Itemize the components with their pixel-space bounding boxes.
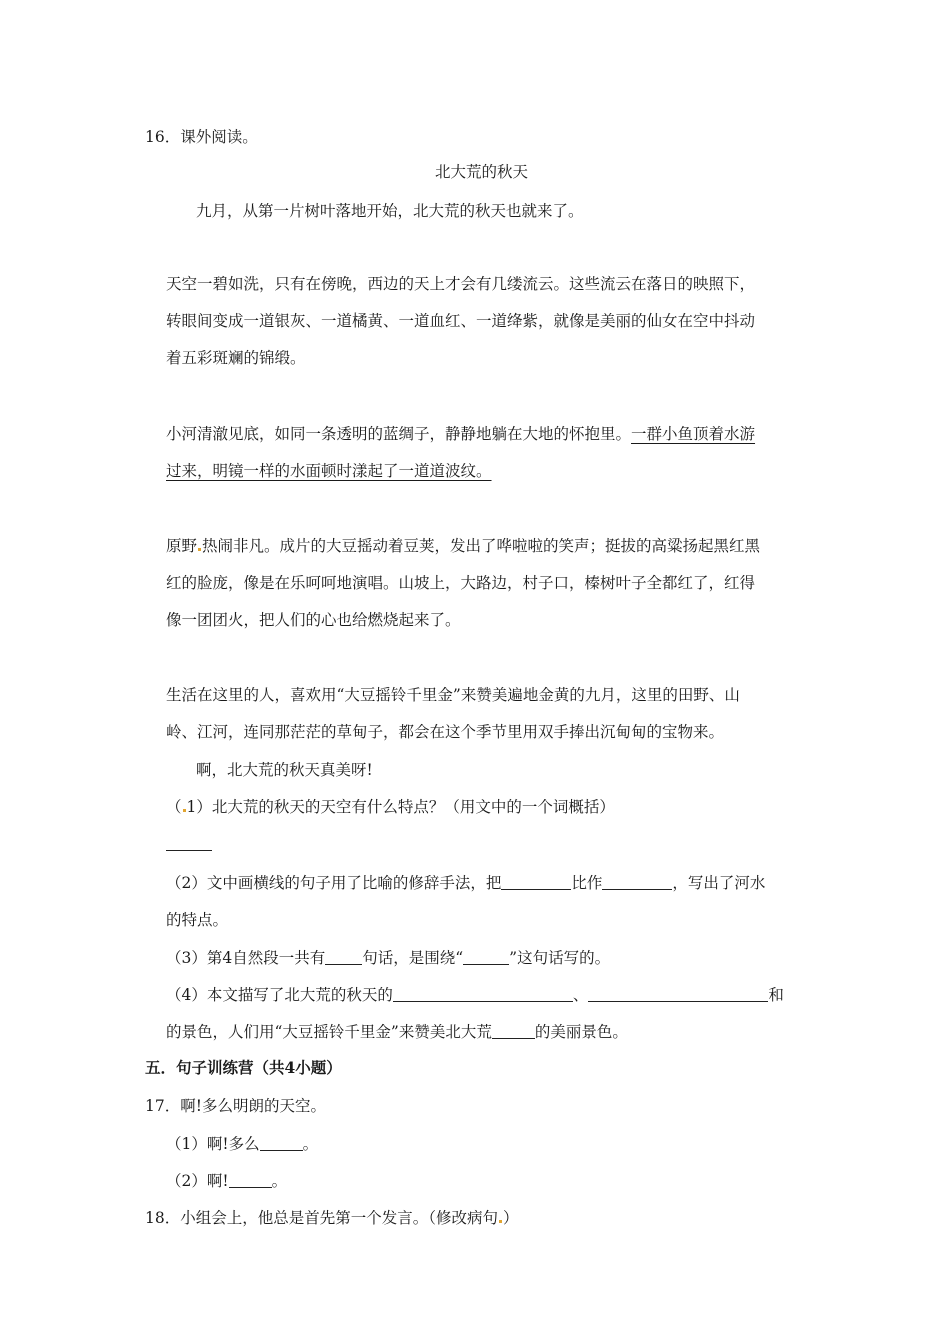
- sub-question-3: [166, 948, 610, 968]
- sub-question-3-text-b: 句话，是围绕“: [362, 949, 464, 967]
- sub-question-4-text-a: （4）本文描写了北大荒的秋天的: [166, 986, 393, 1004]
- sub-question-4-text-c: 和: [768, 986, 784, 1004]
- answer-blank[interactable]: [325, 948, 362, 965]
- sub-question-2-text-a: （2）文中画横线的句子用了比喻的修辞手法，把: [166, 874, 502, 892]
- question-17-sub-1-text-a: （1）啊!多么: [166, 1135, 260, 1153]
- question-17-sub-1-text-b: 。: [302, 1135, 319, 1153]
- question-17-sub-2-text-a: （2）啊!: [166, 1172, 229, 1190]
- answer-blank[interactable]: [588, 985, 768, 1002]
- edit-mark-icon: [183, 809, 186, 812]
- question-17-heading: 17．啊!多么明朗的天空。: [145, 1097, 326, 1115]
- answer-blank[interactable]: [229, 1171, 272, 1188]
- sub-question-1: [166, 797, 615, 817]
- question-18-heading: [145, 1208, 519, 1228]
- paragraph-3-text: 小河清澈见底，如同一条透明的蓝绸子，静静地躺在大地的怀抱里。: [166, 425, 632, 443]
- passage-paragraph-5-line-1: 生活在这里的人，喜欢用“大豆摇铃千里金”来赞美遍地金黄的九月，这里的田野、山: [166, 686, 740, 704]
- answer-blank[interactable]: [501, 873, 571, 890]
- edit-mark-icon: [198, 548, 201, 551]
- paragraph-4-rest: 热闹非凡。成片的大豆摇动着豆荚，发出了哗啦啦的笑声；挺拔的高粱扬起黑红黑: [202, 537, 761, 555]
- sub-question-1-paren: （: [166, 798, 182, 816]
- passage-paragraph-6: 啊，北大荒的秋天真美呀!: [196, 761, 373, 779]
- underlined-sentence-part-2: 过来，明镜一样的水面顿时漾起了一道道波纹。: [166, 462, 492, 480]
- sub-question-4-text-b: 、: [572, 986, 589, 1004]
- question-18-close-paren: ）: [502, 1209, 519, 1227]
- question-16-heading: 16．课外阅读。: [145, 128, 258, 146]
- section-5-heading: 五．句子训练营（共4小题）: [145, 1058, 342, 1077]
- sub-question-3-text-a: （3）第4自然段一共有: [166, 949, 326, 967]
- answer-blank[interactable]: [492, 1022, 535, 1039]
- underlined-sentence-part-1: 一群小鱼顶着水游: [631, 425, 756, 443]
- answer-blank[interactable]: [260, 1134, 303, 1151]
- answer-blank[interactable]: [602, 873, 672, 890]
- passage-paragraph-4-line-2: 红的脸庞，像是在乐呵呵地演唱。山坡上，大路边，村子口，榛树叶子全都红了，红得: [166, 574, 756, 592]
- sub-question-4-line-1: [166, 985, 784, 1005]
- sub-question-2-line-1: [166, 873, 765, 893]
- passage-paragraph-2-line-2: 转眼间变成一道银灰、一道橘黄、一道血红、一道绛紫，就像是美丽的仙女在空中抖动: [166, 312, 756, 330]
- passage-paragraph-2-line-1: 天空一碧如洗，只有在傍晚，西边的天上才会有几缕流云。这些流云在落日的映照下，: [166, 275, 756, 293]
- question-17-sub-2: [166, 1171, 287, 1191]
- passage-paragraph-3-line-2: [166, 461, 492, 481]
- passage-paragraph-3-line-1: [166, 424, 755, 444]
- question-18-text: 18．小组会上，他总是首先第一个发言。（修改病句: [145, 1209, 498, 1227]
- sub-question-2-line-2: 的特点。: [166, 911, 229, 929]
- sub-question-3-text-c: ”这句话写的。: [509, 949, 611, 967]
- answer-blank[interactable]: [166, 834, 212, 851]
- answer-blank[interactable]: [393, 985, 573, 1002]
- sub-question-4-line-2: [166, 1022, 628, 1042]
- passage-paragraph-4-line-1: [166, 536, 760, 556]
- sub-question-4-text-d: 的景色，人们用“大豆摇铃千里金”来赞美北大荒: [166, 1023, 492, 1041]
- question-17-sub-2-text-b: 。: [271, 1172, 288, 1190]
- passage-paragraph-2-line-3: 着五彩斑斓的锦缎。: [166, 349, 306, 367]
- sub-question-1-text: 1）北大荒的秋天的天空有什么特点？（用文中的一个词概括）: [186, 798, 615, 816]
- passage-paragraph-4-line-3: 像一团团火，把人们的心也给燃烧起来了。: [166, 611, 461, 629]
- passage-title: 北大荒的秋天: [435, 163, 529, 181]
- question-17-sub-1: [166, 1134, 318, 1154]
- answer-blank-1[interactable]: [166, 834, 212, 854]
- passage-paragraph-1: 九月，从第一片树叶落地开始，北大荒的秋天也就来了。: [196, 202, 584, 220]
- sub-question-4-text-e: 的美丽景色。: [534, 1023, 628, 1041]
- passage-paragraph-5-line-2: 岭、江河，连同那茫茫的草甸子，都会在这个季节里用双手捧出沉甸甸的宝物来。: [166, 723, 725, 741]
- sub-question-2-text-c: ，写出了河水: [672, 874, 766, 892]
- edit-mark-icon: [499, 1220, 502, 1223]
- paragraph-4-start: 原野: [166, 537, 198, 555]
- sub-question-2-text-b: 比作: [571, 874, 603, 892]
- answer-blank[interactable]: [463, 948, 509, 965]
